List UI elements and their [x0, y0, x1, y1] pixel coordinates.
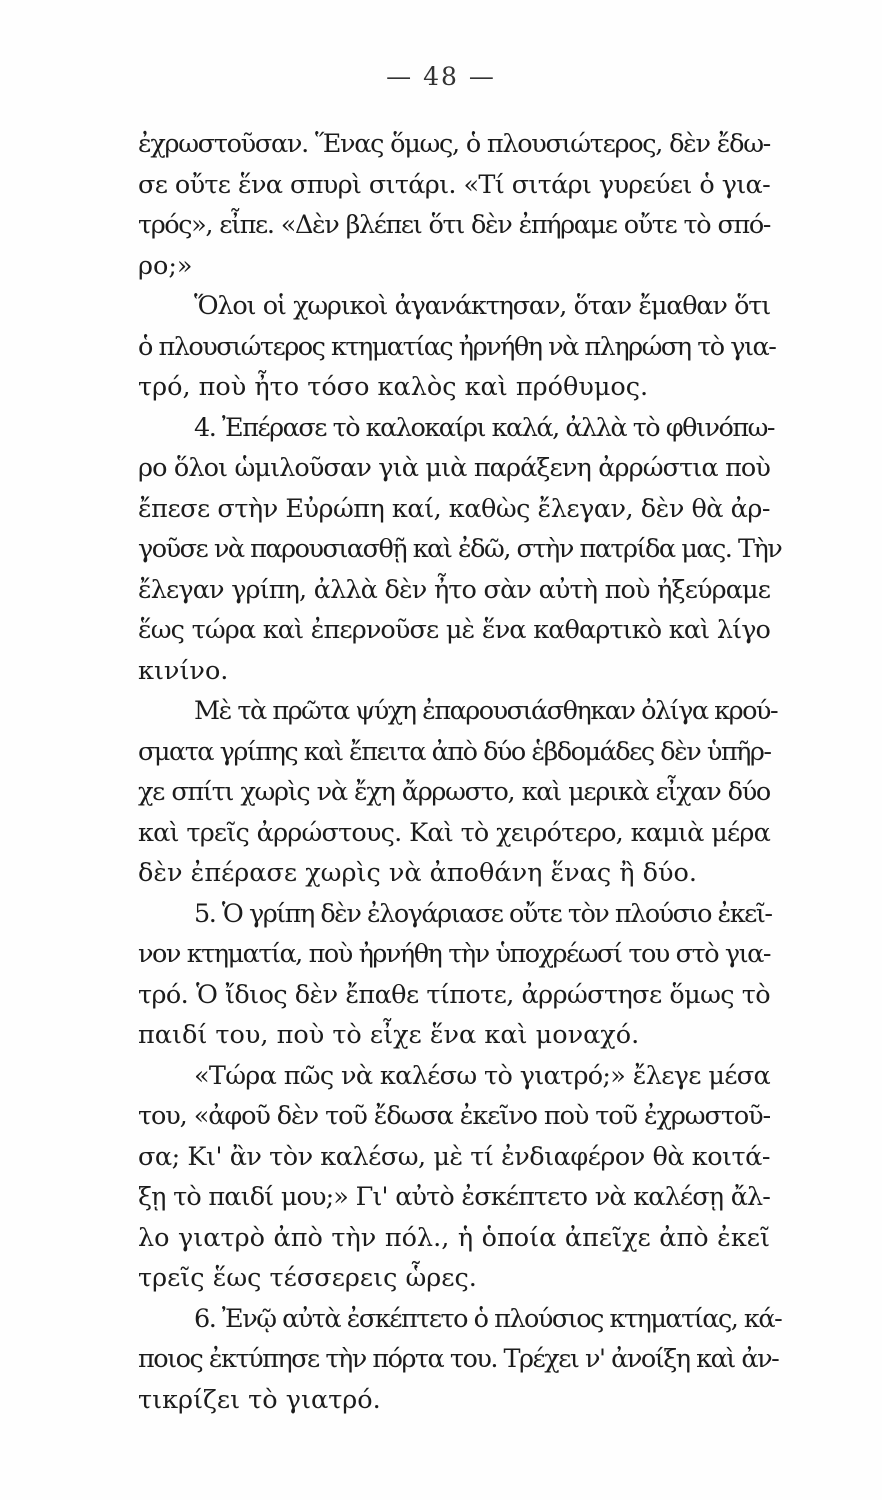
text-line: καὶ τρεῖς ἀρρώστους. Καὶ τὸ χειρότερο, καμιὰ μέρα: [138, 817, 770, 848]
text-line: νον κτηματία, ποὺ ἠρνήθη τὴν ὑποχρέωσί του στὸ για-: [138, 939, 770, 969]
text-line: 6. Ἐνῷ αὐτὰ ἐσκέπτετο ὁ πλούσιος κτηματίας, κά-: [194, 1303, 782, 1334]
text-line: Ὅλοι οἱ χωρικοὶ ἀγανάκτησαν, ὅταν ἔμαθαν ὅτι: [194, 291, 770, 321]
text-line: τρός», εἶπε. «Δὲν βλέπει ὅτι δὲν ἐπήραμε οὔτε τὸ σπό-: [138, 210, 770, 240]
text-line: τικρίζει τὸ γιατρό.: [138, 1384, 381, 1415]
text-line: ἔπεσε στὴν Εὐρώπη καί, καθὼς ἔλεγαν, δὲν θὰ ἀρ-: [138, 493, 770, 524]
body-text: [138, 124, 782, 1420]
text-line: ποιος ἐκτύπησε τὴν πόρτα του. Τρέχει ν' ἀνοίξη καὶ ἀν-: [138, 1344, 779, 1374]
text-line: «Τώρα πῶς νὰ καλέσω τὸ γιατρό;» ἔλεγε μέσα: [194, 1060, 770, 1091]
text-line: 5. Ὁ γρίπη δὲν ἐλογάριασε οὔτε τὸν πλούσιο ἐκεῖ-: [194, 898, 772, 929]
text-line: παιδί του, ποὺ τὸ εἶχε ἕνα καὶ μοναχό.: [138, 1020, 640, 1050]
text-line: γοῦσε νὰ παρουσιασθῇ καὶ ἐδῶ, στὴν πατρίδα μας. Τὴν: [138, 534, 782, 564]
text-line: σε οὔτε ἕνα σπυρὶ σιτάρι. «Τί σιτάρι γυρεύει ὁ για-: [138, 169, 770, 200]
text-line: ἕως τώρα καὶ ἐπερνοῦσε μὲ ἕνα καθαρτικὸ καὶ λίγο: [138, 615, 770, 645]
page-number: — 48 —: [386, 62, 496, 91]
text-line: Μὲ τὰ πρῶτα ψύχη ἐπαρουσιάσθηκαν ὀλίγα κρού-: [194, 696, 778, 726]
text-line: τρό. Ὁ ἴδιος δὲν ἔπαθε τίποτε, ἀρρώστησε ὅμως τὸ: [138, 979, 770, 1010]
text-line: τρό, ποὺ ἦτο τόσο καλὸς καὶ πρόθυμος.: [138, 372, 649, 402]
text-line: χε σπίτι χωρὶς νὰ ἔχη ἄρρωστο, καὶ μερικὰ εἶχαν δύο: [138, 777, 770, 807]
text-line: ἔλεγαν γρίπη, ἀλλὰ δὲν ἦτο σὰν αὐτὴ ποὺ ἠξεύραμε: [138, 574, 770, 605]
text-line: ὁ πλουσιώτερος κτηματίας ἠρνήθη νὰ πληρώση τὸ για-: [138, 331, 776, 362]
text-line: του, «ἀφοῦ δὲν τοῦ ἔδωσα ἐκεῖνο ποὺ τοῦ ἐχρωστοῦ-: [138, 1101, 770, 1131]
text-line: ξῃ τὸ παιδί μου;» Γι' αὐτὸ ἐσκέπτετο νὰ καλέσῃ ἄλ-: [138, 1182, 770, 1212]
text-line: ἐχρωστοῦσαν. Ἕνας ὅμως, ὁ πλουσιώτερος, δὲν ἔδω-: [138, 129, 770, 159]
text-line: ρο ὅλοι ὡμιλοῦσαν γιὰ μιὰ παράξενη ἀρρώστια ποὺ: [138, 453, 770, 483]
text-line: ρο;»: [138, 250, 193, 281]
text-line: κινίνο.: [138, 655, 229, 686]
text-line: σματα γρίπης καὶ ἔπειτα ἀπὸ δύο ἑβδομάδες δὲν ὑπῆρ-: [138, 736, 771, 767]
text-line: δὲν ἐπέρασε χωρὶς νὰ ἀποθάνη ἕνας ἢ δύο.: [138, 858, 697, 888]
text-line: τρεῖς ἕως τέσσερεις ὧρες.: [138, 1263, 477, 1293]
text-line: 4. Ἐπέρασε τὸ καλοκαίρι καλά, ἀλλὰ τὸ φθινόπω-: [194, 412, 774, 443]
text-line: σα; Κι' ἂν τὸν καλέσω, μὲ τί ἐνδιαφέρον θὰ κοιτά-: [138, 1141, 770, 1172]
text-line: λο γιατρὸ ἀπὸ τὴν πόλ., ἡ ὁποία ἀπεῖχε ἀπὸ ἐκεῖ: [138, 1222, 770, 1253]
